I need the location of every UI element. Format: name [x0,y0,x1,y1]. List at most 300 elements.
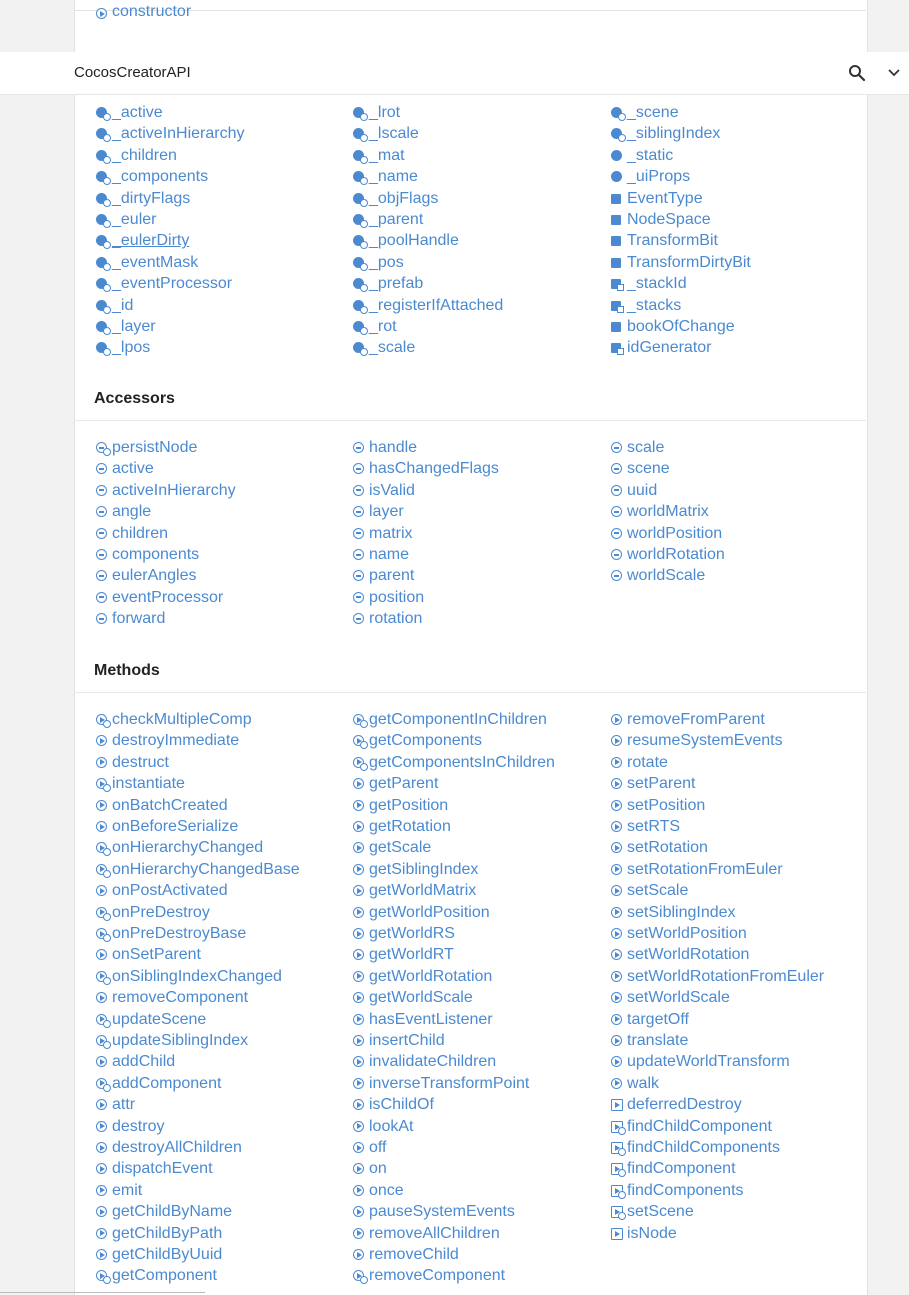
methods-link[interactable] [609,730,783,751]
methods-link[interactable] [351,1116,413,1137]
accessors-link[interactable] [94,523,168,544]
methods-label: getChildByName [112,1203,233,1221]
static-prop-protected-icon [609,273,627,294]
method-icon [351,1158,369,1179]
methods-link[interactable] [351,816,451,837]
properties-label: _mat [369,146,405,164]
accessors-link[interactable] [609,437,664,458]
methods-link[interactable] [94,773,185,794]
methods-link[interactable] [609,966,824,987]
properties-link[interactable] [351,337,415,358]
methods-link[interactable] [351,795,448,816]
properties-link[interactable] [609,316,735,337]
method-icon [94,1094,112,1115]
accessor-icon [94,458,112,479]
properties-link[interactable] [351,316,397,337]
methods-label: lookAt [369,1117,414,1135]
prop-protected-icon [94,337,112,358]
accessors-link[interactable] [94,458,154,479]
properties-link[interactable] [94,316,156,337]
properties-label: _siblingIndex [627,125,721,143]
properties-label: _components [112,168,209,186]
accessors-label: children [112,524,169,542]
prop-protected-icon [94,123,112,144]
methods-label: inverseTransformPoint [369,1074,530,1092]
methods-label: targetOff [627,1010,689,1028]
methods-link[interactable] [609,837,708,858]
methods-link[interactable] [94,1116,164,1137]
accessors-link[interactable] [351,458,499,479]
accessors-label: layer [369,503,404,521]
methods-label: onSiblingIndexChanged [112,967,282,985]
methods-link[interactable] [94,1244,222,1265]
constructor-label: constructor [112,3,192,20]
method-icon [94,730,112,751]
accessor-icon [351,480,369,501]
accessor-protected-icon [94,437,112,458]
accessor-icon [94,501,112,522]
methods-link[interactable] [609,944,749,965]
method-icon [609,880,627,901]
methods-link[interactable] [94,966,282,987]
prop-icon [609,166,627,187]
method-icon [94,1051,112,1072]
methods-label: setRotationFromEuler [627,860,783,878]
accessor-icon [609,501,627,522]
methods-link[interactable] [94,1180,142,1201]
properties-link[interactable] [609,166,690,187]
methods-link[interactable] [351,1009,493,1030]
methods-label: updateSiblingIndex [112,1032,249,1049]
accessors-link[interactable] [351,608,422,629]
methods-link[interactable] [94,816,238,837]
method-icon [609,752,627,773]
methods-label: isChildOf [369,1096,434,1114]
methods-link[interactable] [609,923,747,944]
properties-link[interactable] [94,337,150,358]
method-icon [94,1201,112,1222]
methods-link[interactable] [609,859,783,880]
properties-link[interactable] [351,295,503,316]
methods-label: setRTS [627,818,681,835]
methods-label: findChildComponent [627,1117,772,1135]
properties-link[interactable] [94,145,177,166]
method-icon [609,816,627,837]
properties-link[interactable] [351,145,405,166]
methods-link[interactable] [351,1180,404,1201]
methods-link[interactable] [609,1051,790,1072]
methods-link[interactable] [609,1223,677,1244]
method-icon [351,1180,369,1201]
properties-label: _scene [627,104,679,121]
methods-label: instantiate [112,775,185,793]
methods-link[interactable] [94,1051,175,1072]
methods-link[interactable] [351,709,547,730]
properties-link[interactable] [94,209,156,230]
methods-link[interactable] [351,1223,500,1244]
accessors-label: worldPosition [627,524,723,542]
app-title[interactable]: CocosCreatorAPI [74,64,191,81]
accessors-link[interactable] [94,587,223,608]
properties-link[interactable] [609,209,711,230]
method-protected-icon [351,709,369,730]
accessor-icon [351,523,369,544]
methods-label: destruct [112,753,169,771]
methods-link[interactable] [609,1116,772,1137]
accessors-label: parent [369,567,415,585]
methods-label: setParent [627,775,696,793]
methods-link[interactable] [609,1180,744,1201]
properties-link[interactable] [609,273,687,294]
methods-link[interactable] [351,1265,505,1286]
properties-label: _poolHandle [369,232,459,250]
methods-link[interactable] [351,1244,459,1265]
methods-link[interactable] [94,837,263,858]
prop-protected-icon [94,273,112,294]
accessors-link[interactable] [609,458,670,479]
methods-label: on [369,1160,387,1178]
method-protected-icon [94,709,112,730]
methods-label: isNode [627,1224,677,1242]
properties-label: _rot [369,318,397,335]
prop-protected-icon [94,166,112,187]
method-icon [351,1223,369,1244]
methods-link[interactable] [609,1201,694,1222]
accessors-link[interactable] [94,501,151,522]
methods-link[interactable] [94,1158,213,1179]
properties-link[interactable] [351,102,400,123]
methods-label: emit [112,1181,143,1199]
properties-label: _objFlags [369,189,439,207]
methods-link[interactable] [609,795,705,816]
accessor-icon [351,544,369,565]
accessors-heading: Accessors [94,390,175,407]
methods-link[interactable] [609,752,668,773]
accessors-link[interactable] [351,523,413,544]
static-prop-icon [609,252,627,273]
methods-link[interactable] [609,902,736,923]
method-protected-icon [94,923,112,944]
prop-protected-icon [94,102,112,123]
methods-link[interactable] [94,902,210,923]
accessors-label: scale [627,439,665,456]
accessors-link[interactable] [609,523,722,544]
methods-link[interactable] [94,1094,135,1115]
properties-label: _pos [369,253,404,271]
properties-link[interactable] [351,230,459,251]
methods-link[interactable] [351,966,492,987]
accessor-icon [351,565,369,586]
methods-label: attr [112,1096,136,1114]
accessor-icon [609,523,627,544]
methods-label: invalidateChildren [369,1053,497,1071]
properties-label: _uiProps [627,168,691,186]
prop-protected-icon [351,145,369,166]
methods-link[interactable] [609,1030,688,1051]
methods-link[interactable] [94,1265,217,1286]
accessors-label: components [112,546,200,563]
methods-label: findComponent [627,1160,736,1178]
accessors-link[interactable] [609,544,725,565]
prop-protected-icon [351,102,369,123]
accessors-link[interactable] [94,437,197,458]
methods-link[interactable] [94,880,228,901]
accessors-link[interactable] [609,480,657,501]
accessors-label: handle [369,439,418,456]
properties-link[interactable] [94,102,163,123]
methods-label: updateWorldTransform [627,1053,790,1071]
properties-link[interactable] [609,295,681,316]
accessor-icon [94,587,112,608]
properties-link[interactable] [94,123,245,144]
prop-protected-icon [94,316,112,337]
chevron-down-icon[interactable] [886,66,902,80]
methods-link[interactable] [94,1137,242,1158]
methods-label: getComponent [112,1267,217,1285]
properties-label: _stacks [627,296,682,314]
methods-label: getComponentInChildren [369,711,547,728]
accessor-icon [609,458,627,479]
accessors-label: isValid [369,481,415,499]
properties-link[interactable] [351,209,423,230]
method-icon [351,1137,369,1158]
methods-link[interactable] [609,987,730,1008]
properties-link[interactable] [351,252,404,273]
properties-label: _eventProcessor [112,275,233,293]
methods-label: rotate [627,753,668,771]
methods-link[interactable] [351,880,476,901]
static-method-icon [609,1094,627,1115]
methods-link[interactable] [609,1094,742,1115]
accessors-link[interactable] [94,608,165,629]
properties-link[interactable] [94,273,232,294]
properties-link[interactable] [94,295,133,316]
methods-link[interactable] [94,1030,248,1051]
methods-label: dispatchEvent [112,1160,213,1178]
accessors-link[interactable] [609,501,709,522]
methods-link[interactable] [351,1030,445,1051]
accessors-link[interactable] [94,480,236,501]
accessors-label: worldRotation [627,546,725,563]
method-icon [351,1009,369,1030]
prop-protected-icon [351,337,369,358]
methods-link[interactable] [94,709,252,730]
methods-link[interactable] [94,1009,206,1030]
accessors-link[interactable] [351,587,424,608]
accessors-label: hasChangedFlags [369,460,499,478]
methods-label: getSiblingIndex [369,860,479,878]
properties-link[interactable] [609,145,673,166]
method-icon [351,966,369,987]
properties-link[interactable] [351,166,418,187]
method-protected-icon [94,902,112,923]
accessors-label: scene [627,460,670,478]
methods-link[interactable] [609,773,695,794]
method-icon [609,709,627,730]
methods-label: hasEventListener [369,1010,493,1028]
method-icon [94,880,112,901]
properties-label: _prefab [369,275,424,293]
methods-link[interactable] [609,816,680,837]
properties-label: _registerIfAttached [369,296,504,314]
method-protected-icon [94,1265,112,1286]
method-icon [94,1116,112,1137]
methods-link[interactable] [351,1051,496,1072]
accessor-icon [94,565,112,586]
accessors-link[interactable] [351,565,414,586]
methods-link[interactable] [94,944,201,965]
properties-link[interactable] [94,166,208,187]
properties-link[interactable] [351,123,419,144]
methods-label: getPosition [369,796,449,814]
properties-label: _name [369,168,418,186]
properties-link[interactable] [609,123,720,144]
properties-link[interactable] [609,188,703,209]
method-icon [94,987,112,1008]
prop-protected-icon [94,188,112,209]
properties-label: _activeInHierarchy [112,125,245,143]
static-method-protected-icon [609,1158,627,1179]
methods-link[interactable] [351,987,473,1008]
properties-label: _eventMask [112,253,199,271]
methods-link[interactable] [94,987,248,1008]
accessors-label: rotation [369,610,423,628]
properties-link[interactable] [94,252,198,273]
methods-link[interactable] [609,1158,736,1179]
methods-link[interactable] [94,859,300,880]
methods-label: onHierarchyChanged [112,839,264,857]
methods-link[interactable] [94,730,239,751]
method-icon [351,795,369,816]
methods-label: getWorldMatrix [369,882,477,900]
methods-link[interactable] [351,1201,515,1222]
methods-label: setWorldScale [627,989,730,1007]
methods-link[interactable] [351,837,431,858]
method-icon [351,1116,369,1137]
accessors-link[interactable] [351,544,409,565]
methods-link[interactable] [351,902,490,923]
methods-label: translate [627,1032,689,1049]
method-icon [351,837,369,858]
top-header [0,52,909,95]
methods-link[interactable] [94,795,228,816]
methods-label: destroy [112,1117,165,1135]
method-icon [351,1030,369,1051]
search-icon[interactable] [848,64,866,82]
accessors-link[interactable] [609,565,705,586]
methods-link[interactable] [351,773,438,794]
methods-label: updateScene [112,1010,207,1028]
methods-label: setRotation [627,839,708,857]
methods-label: setSiblingIndex [627,903,736,921]
accessors-label: active [112,460,154,478]
methods-link[interactable] [351,1137,387,1158]
method-protected-icon [94,859,112,880]
accessor-icon [609,544,627,565]
methods-link[interactable] [351,730,482,751]
properties-link[interactable] [94,230,189,251]
methods-link[interactable] [94,923,246,944]
properties-link[interactable] [351,188,438,209]
methods-label: onSetParent [112,946,201,964]
methods-link[interactable] [94,1201,232,1222]
method-icon [609,837,627,858]
method-protected-icon [94,837,112,858]
methods-link[interactable] [351,1094,434,1115]
method-icon [351,880,369,901]
methods-link[interactable] [351,1073,529,1094]
method-icon [94,1158,112,1179]
method-icon [94,752,112,773]
methods-label: onHierarchyChangedBase [112,860,300,878]
methods-label: getComponentsInChildren [369,753,555,771]
methods-link[interactable] [609,709,765,730]
methods-label: walk [627,1074,660,1092]
methods-link[interactable] [609,880,688,901]
method-icon [351,1051,369,1072]
properties-label: _stackId [627,275,687,293]
properties-label: _layer [112,318,156,335]
prop-protected-icon [351,295,369,316]
accessors-link[interactable] [94,544,199,565]
accessors-link[interactable] [94,565,197,586]
method-icon [609,773,627,794]
methods-link[interactable] [351,944,454,965]
methods-label: addChild [112,1053,176,1071]
methods-label: setScale [627,882,689,900]
methods-link[interactable] [351,923,455,944]
properties-link[interactable] [609,337,712,358]
methods-link[interactable] [351,1158,387,1179]
methods-label: checkMultipleComp [112,711,252,728]
properties-label: _active [112,104,163,121]
methods-link[interactable] [609,1009,689,1030]
methods-label: removeFromParent [627,711,765,728]
methods-link[interactable] [351,752,555,773]
properties-link[interactable] [609,230,718,251]
methods-link[interactable] [94,1073,221,1094]
methods-link[interactable] [609,1137,780,1158]
properties-link[interactable] [94,188,190,209]
content-panel [74,0,868,1295]
properties-link[interactable] [609,252,751,273]
constructor-link[interactable] [94,3,191,24]
properties-link[interactable] [351,273,423,294]
methods-label: setWorldPosition [627,925,747,942]
accessors-label: persistNode [112,439,198,456]
method-icon [94,1137,112,1158]
properties-label: _scale [369,339,416,357]
methods-link[interactable] [94,1223,222,1244]
accessors-link[interactable] [351,437,417,458]
prop-protected-icon [94,252,112,273]
method-icon [609,1009,627,1030]
properties-label: _children [112,146,177,164]
methods-link[interactable] [609,1073,659,1094]
accessors-link[interactable] [351,480,415,501]
methods-label: getWorldScale [369,989,473,1007]
method-protected-icon [351,1265,369,1286]
methods-link[interactable] [351,859,478,880]
properties-label: _static [627,146,674,164]
properties-link[interactable] [609,102,679,123]
accessors-link[interactable] [351,501,404,522]
static-method-protected-icon [609,1137,627,1158]
properties-label: _id [112,296,134,314]
method-icon [609,987,627,1008]
methods-link[interactable] [94,752,169,773]
methods-label: removeChild [369,1246,459,1263]
